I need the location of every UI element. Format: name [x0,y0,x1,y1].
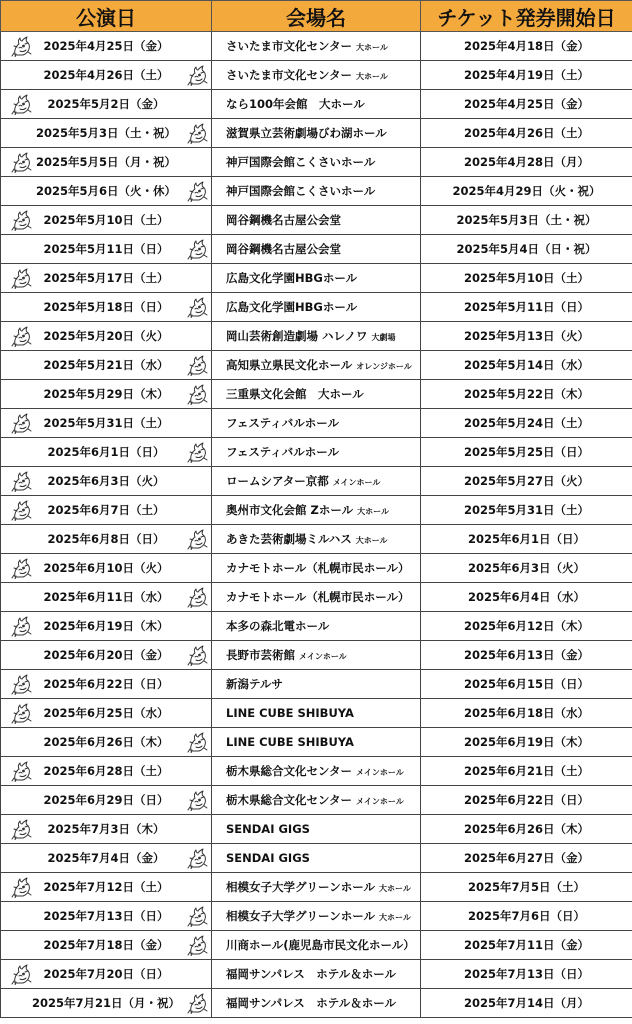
venue-cell [212,612,421,641]
performance-date-cell [1,467,212,496]
venue-name: さいたま市文化センター [226,39,353,53]
ticket-release-date: 2025年6月4日（水） [421,583,632,612]
performance-date: 2025年5月5日（月・祝） [35,155,176,169]
ticket-release-date: 2025年5月25日（日） [421,438,632,467]
venue-name: あきた芸術劇場ミルハス [226,532,352,546]
venue-cell [212,90,421,119]
performance-date-cell [1,960,212,989]
venue-hall-suffix: 大ホール [379,913,411,922]
schedule-rows [1,32,632,1018]
ticket-release-date: 2025年5月3日（土・祝） [421,206,632,235]
ticket-release-date: 2025年6月27日（金） [421,844,632,873]
performance-date: 2025年6月29日（日） [43,793,169,807]
venue-name: さいたま市文化センター [226,68,353,82]
venue-name: フェスティバルホール [226,445,340,459]
venue-hall-suffix: 大劇場 [371,333,396,342]
table-row [1,960,632,989]
table-row [1,989,632,1018]
table-row [1,786,632,815]
performance-date-cell [1,583,212,612]
venue-name: 三重県文化会館 大ホール [226,387,364,401]
header-release: チケット発券開始日 [421,1,632,32]
header-row [1,1,632,32]
table-row [1,873,632,902]
ticket-release-date: 2025年5月22日（木） [421,380,632,409]
performance-date-cell [1,757,212,786]
venue-name: 相模女子大学グリーンホール [226,909,376,923]
ticket-release-date: 2025年6月18日（水） [421,699,632,728]
ticket-release-date: 2025年7月6日（日） [421,902,632,931]
performance-date-cell [1,902,212,931]
header-venue: 会場名 [212,1,421,32]
table-row [1,32,632,61]
performance-date: 2025年5月18日（日） [43,300,169,314]
venue-name: フェスティバルホール [226,416,340,430]
ticket-release-date: 2025年5月31日（土） [421,496,632,525]
performance-date-cell [1,90,212,119]
ticket-release-date: 2025年6月19日（木） [421,728,632,757]
performance-date: 2025年5月2日（金） [47,97,165,111]
venue-cell [212,293,421,322]
performance-date: 2025年6月19日（木） [43,619,169,633]
performance-date: 2025年5月31日（土） [43,416,169,430]
performance-date: 2025年7月4日（金） [47,851,165,865]
venue-hall-suffix: 大ホール [356,43,388,52]
venue-hall-suffix: メインホール [332,478,381,487]
venue-name: LINE CUBE SHIBUYA [226,735,354,749]
performance-date-cell [1,438,212,467]
performance-date-cell [1,380,212,409]
table-row [1,554,632,583]
performance-date: 2025年5月21日（水） [43,358,169,372]
venue-cell [212,989,421,1018]
ticket-release-date: 2025年4月18日（金） [421,32,632,61]
ticket-release-date: 2025年4月28日（月） [421,148,632,177]
venue-name: 長野市芸術館 [226,648,295,662]
dragon-sketch-icon [11,673,32,695]
venue-cell [212,351,421,380]
dragon-sketch-icon [187,296,208,318]
dragon-sketch-icon [11,209,32,231]
dragon-sketch-icon [11,760,32,782]
venue-name: 広島文化学園HBGホール [226,300,358,314]
venue-name: カナモトホール（札幌市民ホール） [226,590,410,604]
dragon-sketch-icon [11,470,32,492]
performance-date-cell [1,235,212,264]
performance-date-cell [1,148,212,177]
performance-date: 2025年5月6日（火・休） [35,184,176,198]
venue-cell [212,815,421,844]
venue-name: LINE CUBE SHIBUYA [226,706,354,720]
dragon-sketch-icon [187,441,208,463]
table-row [1,496,632,525]
table-row [1,438,632,467]
performance-date-cell [1,177,212,206]
performance-date-cell [1,61,212,90]
venue-cell [212,902,421,931]
venue-name: 滋賀県立芸術劇場びわ湖ホール [226,126,387,140]
ticket-release-date: 2025年5月13日（火） [421,322,632,351]
ticket-release-date: 2025年6月15日（日） [421,670,632,699]
venue-cell [212,728,421,757]
venue-name: SENDAI GIGS [226,851,310,865]
venue-hall-suffix: 大ホール [355,536,388,545]
performance-date: 2025年6月8日（日） [47,532,165,546]
performance-date: 2025年6月22日（日） [43,677,169,691]
dragon-sketch-icon [11,267,32,289]
ticket-release-date: 2025年6月21日（土） [421,757,632,786]
performance-date: 2025年6月3日（火） [47,474,165,488]
dragon-sketch-icon [187,354,208,376]
table-row [1,90,632,119]
performance-date-cell [1,815,212,844]
table-row [1,293,632,322]
venue-cell [212,148,421,177]
dragon-sketch-icon [11,325,32,347]
venue-cell [212,757,421,786]
table-row [1,699,632,728]
ticket-release-date: 2025年6月13日（金） [421,641,632,670]
dragon-sketch-icon [11,35,32,57]
venue-name: 新潟テルサ [226,677,283,691]
table-row [1,583,632,612]
ticket-release-date: 2025年4月29日（火・祝） [421,177,632,206]
ticket-release-date: 2025年5月24日（土） [421,409,632,438]
ticket-release-date: 2025年4月26日（土） [421,119,632,148]
dragon-sketch-icon [11,963,32,985]
table-row [1,177,632,206]
table-row [1,670,632,699]
performance-date: 2025年6月7日（土） [47,503,165,517]
ticket-release-date: 2025年6月1日（日） [421,525,632,554]
dragon-sketch-icon [11,615,32,637]
performance-date-cell [1,409,212,438]
ticket-release-date: 2025年6月3日（火） [421,554,632,583]
table-row [1,525,632,554]
table-row [1,641,632,670]
table-row [1,264,632,293]
venue-cell [212,438,421,467]
dragon-sketch-icon [187,847,208,869]
dragon-sketch-icon [11,876,32,898]
performance-date-cell [1,612,212,641]
table-row [1,467,632,496]
venue-cell [212,264,421,293]
performance-date: 2025年7月12日（土） [43,880,169,894]
dragon-sketch-icon [11,557,32,579]
venue-cell [212,235,421,264]
table-row [1,61,632,90]
ticket-release-date: 2025年5月4日（日・祝） [421,235,632,264]
performance-date-cell [1,989,212,1018]
ticket-release-date: 2025年5月27日（火） [421,467,632,496]
performance-date: 2025年4月25日（金） [43,39,169,53]
dragon-sketch-icon [187,528,208,550]
venue-cell [212,467,421,496]
ticket-release-date: 2025年4月19日（土） [421,61,632,90]
dragon-sketch-icon [187,992,208,1014]
ticket-release-date: 2025年7月13日（日） [421,960,632,989]
performance-date: 2025年6月26日（木） [43,735,169,749]
performance-date: 2025年6月28日（土） [43,764,169,778]
dragon-sketch-icon [187,180,208,202]
ticket-release-date: 2025年5月11日（日） [421,293,632,322]
performance-date-cell [1,32,212,61]
dragon-sketch-icon [187,64,208,86]
performance-date-cell [1,322,212,351]
dragon-sketch-icon [187,586,208,608]
venue-hall-suffix: 大ホール [379,884,411,893]
table-row [1,206,632,235]
performance-date-cell [1,873,212,902]
venue-name: 福岡サンパレス ホテル＆ホール [226,996,396,1010]
venue-cell [212,322,421,351]
ticket-release-date: 2025年5月14日（水） [421,351,632,380]
dragon-sketch-icon [187,644,208,666]
venue-cell [212,206,421,235]
venue-name: 相模女子大学グリーンホール [226,880,376,894]
dragon-sketch-icon [187,789,208,811]
venue-name: なら100年会館 大ホール [226,97,365,111]
venue-name: 広島文化学園HBGホール [226,271,358,285]
header-date: 公演日 [1,1,212,32]
dragon-sketch-icon [11,499,32,521]
venue-hall-suffix: メインホール [299,652,347,661]
venue-name: 岡山芸術創造劇場 ハレノワ [226,329,368,343]
table-row [1,119,632,148]
performance-date: 2025年7月20日（日） [43,967,169,981]
ticket-release-date: 2025年7月11日（金） [421,931,632,960]
ticket-release-date: 2025年7月5日（土） [421,873,632,902]
venue-name: ロームシアター京都 [226,474,329,488]
dragon-sketch-icon [187,383,208,405]
performance-date-cell [1,264,212,293]
table-row [1,322,632,351]
performance-date-cell [1,844,212,873]
venue-cell [212,931,421,960]
venue-hall-suffix: 大ホール [356,72,388,81]
performance-date: 2025年5月20日（火） [43,329,169,343]
table-row [1,148,632,177]
dragon-sketch-icon [187,905,208,927]
performance-date-cell [1,670,212,699]
venue-cell [212,177,421,206]
performance-date-cell [1,641,212,670]
table-row [1,351,632,380]
venue-cell [212,699,421,728]
performance-date-cell [1,786,212,815]
performance-date: 2025年6月10日（火） [43,561,169,575]
venue-cell [212,786,421,815]
venue-cell [212,641,421,670]
venue-cell [212,554,421,583]
table-row [1,409,632,438]
dragon-sketch-icon [11,93,32,115]
venue-name: 福岡サンパレス ホテル＆ホール [226,967,396,981]
performance-date: 2025年7月13日（日） [43,909,169,923]
dragon-sketch-icon [187,934,208,956]
performance-date: 2025年5月29日（木） [43,387,169,401]
dragon-sketch-icon [187,238,208,260]
dragon-sketch-icon [11,818,32,840]
venue-cell [212,583,421,612]
performance-date-cell [1,351,212,380]
dragon-sketch-icon [11,702,32,724]
performance-date: 2025年7月18日（金） [43,938,169,952]
venue-name: 川商ホール(鹿児島市民文化ホール） [226,938,415,952]
performance-date-cell [1,699,212,728]
ticket-release-date: 2025年6月26日（木） [421,815,632,844]
ticket-release-date: 2025年6月12日（木） [421,612,632,641]
performance-date-cell [1,728,212,757]
performance-date-cell [1,496,212,525]
venue-hall-suffix: 大ホール [357,507,389,516]
venue-cell [212,525,421,554]
venue-cell [212,61,421,90]
performance-date: 2025年5月11日（日） [43,242,169,256]
performance-date-cell [1,554,212,583]
table-row [1,235,632,264]
dragon-sketch-icon [11,151,32,173]
table-row [1,931,632,960]
ticket-release-date: 2025年4月25日（金） [421,90,632,119]
table-row [1,815,632,844]
table-row [1,612,632,641]
table-row [1,380,632,409]
venue-cell [212,409,421,438]
performance-date: 2025年5月3日（土・祝） [35,126,176,140]
performance-date: 2025年4月26日（土） [43,68,169,82]
dragon-sketch-icon [187,122,208,144]
venue-cell [212,670,421,699]
venue-hall-suffix: メインホール [356,768,404,777]
table-row [1,728,632,757]
venue-name: 栃木県総合文化センター [226,793,353,807]
venue-name: 神戸国際会館こくさいホール [226,184,376,198]
venue-name: 栃木県総合文化センター [226,764,353,778]
table-row [1,902,632,931]
venue-name: SENDAI GIGS [226,822,310,836]
venue-name: 奥州市文化会館 Zホール [226,503,354,517]
performance-date: 2025年6月11日（水） [43,590,169,604]
venue-name: カナモトホール（札幌市民ホール） [226,561,410,575]
venue-name: 岡谷鋼機名古屋公会堂 [226,242,341,256]
table-row [1,844,632,873]
performance-date: 2025年5月17日（土） [43,271,169,285]
venue-hall-suffix: オレンジホール [356,362,412,371]
performance-date-cell [1,525,212,554]
performance-date: 2025年7月3日（木） [47,822,165,836]
venue-name: 本多の森北電ホール [226,619,330,633]
dragon-sketch-icon [11,412,32,434]
performance-date-cell [1,119,212,148]
performance-date-cell [1,931,212,960]
performance-date-cell [1,293,212,322]
venue-cell [212,844,421,873]
venue-cell [212,380,421,409]
performance-date: 2025年6月20日（金） [43,648,169,662]
venue-cell [212,873,421,902]
ticket-release-date: 2025年7月14日（月） [421,989,632,1018]
venue-cell [212,496,421,525]
venue-cell [212,119,421,148]
performance-date-cell [1,206,212,235]
venue-name: 岡谷鋼機名古屋公会堂 [226,213,341,227]
venue-name: 神戸国際会館こくさいホール [226,155,376,169]
venue-name: 高知県立県民文化ホール [226,358,353,372]
dragon-sketch-icon [187,731,208,753]
performance-date: 2025年6月1日（日） [47,445,165,459]
venue-hall-suffix: メインホール [356,797,404,806]
venue-cell [212,32,421,61]
performance-date: 2025年5月10日（土） [43,213,169,227]
ticket-release-date: 2025年5月10日（土） [421,264,632,293]
performance-date: 2025年6月25日（水） [43,706,169,720]
table-row [1,757,632,786]
performance-date: 2025年7月21日（月・祝） [31,996,180,1010]
ticket-release-date: 2025年6月22日（日） [421,786,632,815]
venue-cell [212,960,421,989]
